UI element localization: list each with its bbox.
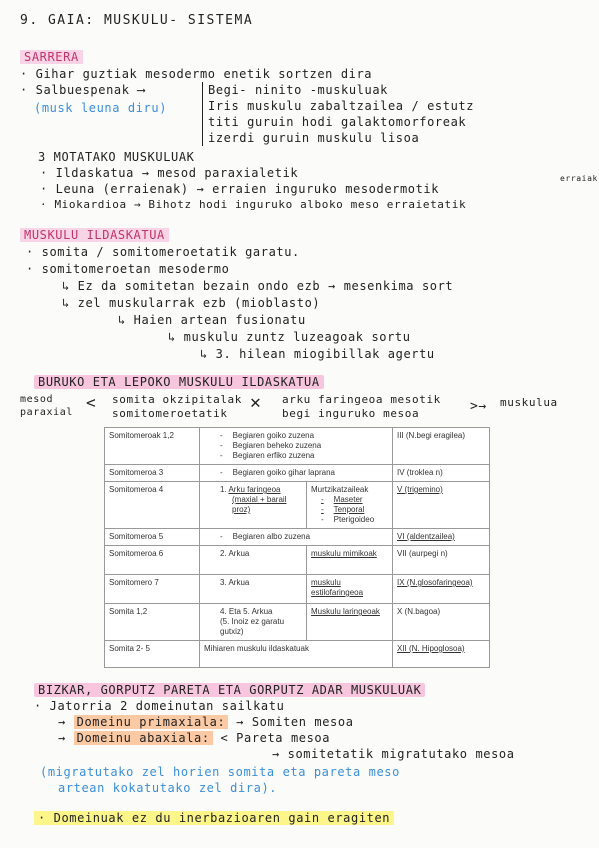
table-cell: Muskulu laringeoak [307,604,393,641]
bracket-line [202,82,203,146]
ildaskatua-line-3: ↳ Ez da somitetan bezain ondo ezb → mesenkima sort [62,279,454,293]
ildaskatua-line-1: · somita / somitomeroetatik garatu. [26,245,300,259]
table-cell: V (trigemino) [393,482,490,529]
ildaskatua-line-2: · somitomeroetan mesodermo [26,262,230,276]
table-cell: Somita 2- 5 [105,641,200,668]
table-row [105,604,490,641]
table-cell: Mihiaren muskulu ildaskatuak [200,641,393,668]
table-row [105,575,490,604]
cranial-muscle-table [104,427,490,668]
ildaskatua-line-6: ↳ muskulu zuntz luzeagoak sortu [168,330,411,344]
table-row [105,482,490,529]
table-row [105,641,490,668]
paraxial-label-1: mesod [20,394,54,405]
muscle-type-2: · Leuna (erraienak) → erraien inguruko mesodermotik [40,182,440,196]
ildaskatua-line-5: ↳ Haien artean fusionatu [118,313,306,327]
origin-2: somitomeroetatik [112,407,228,420]
table-cell: Somitomeroa 3 [105,465,200,482]
table-cell: muskulu estilofaringeoa [307,575,393,604]
domain-note: · Domeinuak ez du inerbazioaren gain eragiten [34,811,394,825]
section-heading-sarrera: SARRERA [20,50,83,64]
table-cell: - Begiaren goiko zuzena - Begiaren beheko zuzena - Begiaren erfiko zuzena [200,428,393,465]
section-heading-buruko: BURUKO ETA LEPOKO MUSKULU ILDASKATUA [34,375,324,389]
muscle-type-1: · Ildaskatua → mesod paraxialetik [40,166,299,180]
table-cell: - Begiaren goiko gihar laprana [200,465,393,482]
table-cell: IX (N.glosofaringeoa) [393,575,490,604]
table-cell: Somitomero 7 [105,575,200,604]
branch-arrows: < [86,393,97,412]
table-cell: Somitomeroa 4 [105,482,200,529]
muscle-type-3: · Miokardioa → Bihotz hodi inguruko alboko meso erraietatik [40,198,467,211]
table-cell: Somitomeroa 6 [105,546,200,575]
table-cell: Somitomeroa 5 [105,529,200,546]
source-2: begi inguruko mesoa [282,407,420,420]
muscle-type-2-extra: erraiak [560,174,598,183]
source-1: arku faringeoa mesotik [282,393,441,406]
table-cell: 1. Arku faringeoa (maxial + barail proz) [200,482,307,529]
domain-abaxial-row-2: → somitetatik migratutako mesoa [272,747,515,761]
bizkar-line-1: · Jatorria 2 domeinutan sailkatu [34,699,285,713]
muscle-types-title: 3 MOTATAKO MUSKULUAK [38,150,195,164]
table-cell: XII (N. Hipoglosoa) [393,641,490,668]
table-cell: 2. Arkua [200,546,307,575]
table-cell: VI (aldentzailea) [393,529,490,546]
join-arrow: >→ [470,399,487,414]
ildaskatua-line-7: ↳ 3. hilean miogibillak agertu [200,347,435,361]
domain-primaxial-row: → Domeinu primaxiala: → Somiten mesoa [58,715,354,729]
exception-2: Iris muskulu zabaltzailea / estutz [208,99,475,113]
migration-note-2: artean kokatutako zel dira). [58,781,278,795]
table-cell: 4. Eta 5. Arkua (5. Inoiz ez garatu gutxiz) [200,604,307,641]
table-row [105,428,490,465]
section-heading-bizkar: BIZKAR, GORPUTZ PARETA ETA GORPUTZ ADAR MUSKULUAK [34,683,425,697]
sarrera-bullet-1: · Gihar guztiak mesodermo enetik sortzen dira [20,67,373,81]
page-title: 9. GAIA: MUSKULU- SISTEMA [20,13,254,28]
exception-3: titi guruin hodi galaktomorforeak [208,115,467,129]
table-cell: muskulu mimikoak [307,546,393,575]
table-cell: Somitomeroak 1,2 [105,428,200,465]
sarrera-bullet-2: · Salbuespenak ⟶ [20,83,146,97]
table-cell: IV (troklea n) [393,465,490,482]
origin-1: somita okzipitalak [112,393,243,406]
exception-1: Begi- ninito -muskuluak [208,83,388,97]
table-cell: 3. Arkua [200,575,307,604]
cross-mark: ✕ [250,392,262,413]
table-cell: X (N.bagoa) [393,604,490,641]
table-cell: Somita 1,2 [105,604,200,641]
table-cell: VII (aurpegi n) [393,546,490,575]
migration-note-1: (migratutako zel horien somita eta pareta meso [40,765,400,779]
table-cell: Murtzikatzaileak - Maseter - Tenporal - Pterigoideo [307,482,393,529]
table-row [105,465,490,482]
sarrera-note: (musk leuna diru) [34,101,168,115]
domain-abaxial-row: → Domeinu abaxiala: < Pareta mesoa [58,731,331,745]
table-row [105,546,490,575]
paraxial-label-2: paraxial [20,407,73,418]
section-heading-ildaskatua: MUSKULU ILDASKATUA [20,228,169,242]
table-cell: III (N.begi eragilea) [393,428,490,465]
table-row [105,529,490,546]
exception-4: izerdi guruin muskulu lisoa [208,131,420,145]
result-label: muskulua [500,396,558,409]
ildaskatua-line-4: ↳ zel muskularrak ezb (mioblasto) [62,296,321,310]
table-cell: - Begiaren albo zuzena [200,529,393,546]
